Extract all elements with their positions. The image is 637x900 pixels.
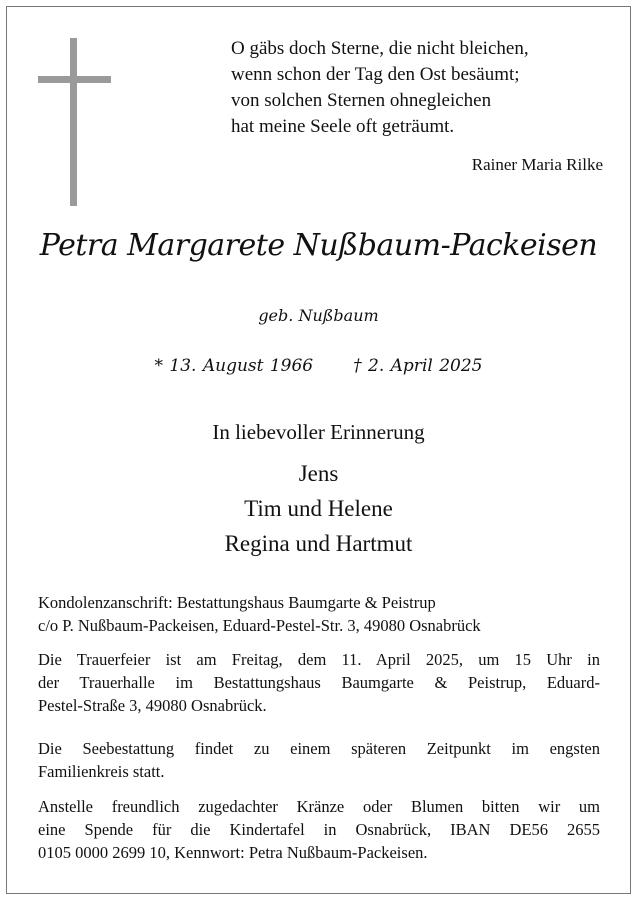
birth-date: * 13. August 1966 [154, 356, 314, 376]
funeral-line: Pestel-Straße 3, 49080 Osnabrück. [38, 696, 267, 715]
condolence-line: c/o P. Nußbaum-Packeisen, Eduard-Pestel-Str. 3, 49080 Osnabrück [38, 616, 481, 635]
memory-heading: In liebevoller Erinnerung [212, 420, 425, 444]
mourners-list [0, 456, 637, 561]
life-dates [0, 356, 637, 376]
funeral-line: Die Trauerfeier ist am Freitag, dem 11. April 2025, um 15 Uhr in [38, 650, 600, 669]
mourner: Jens [298, 461, 339, 486]
poem-line: von solchen Sternen ohnegleichen [231, 90, 492, 111]
mourner: Tim und Helene [244, 496, 393, 521]
mourner: Regina und Hartmut [224, 531, 413, 556]
birth-name: geb. Nußbaum [258, 306, 379, 325]
poem-author: Rainer Maria Rilke [471, 155, 603, 174]
donation-info [38, 795, 600, 864]
donation-line: Anstelle freundlich zugedachter Kränze oder Blumen bitten wir um [38, 797, 600, 816]
funeral-info [38, 648, 600, 717]
deceased-name: Petra Margarete Nußbaum-Packeisen [39, 228, 598, 263]
sea-burial-info [38, 737, 600, 783]
sea-burial-line: Familienkreis statt. [38, 762, 165, 781]
poem-line: O gäbs doch Sterne, die nicht bleichen, [231, 38, 529, 59]
cross-horizontal-bar [38, 76, 111, 83]
death-date: † 2. April 2025 [353, 356, 483, 376]
funeral-line: der Trauerhalle im Bestattungshaus Baumgarte & Peistrup, Eduard- [38, 673, 600, 692]
condolence-address [38, 591, 600, 637]
donation-line: 0105 0000 2699 10, Kennwort: Petra Nußbaum-Packeisen. [38, 843, 428, 862]
condolence-line: Kondolenzanschrift: Bestattungshaus Baumgarte & Peistrup [38, 593, 436, 612]
poem-line: hat meine Seele oft geträumt. [231, 116, 455, 137]
poem [231, 36, 603, 174]
cross-vertical-bar [70, 38, 77, 206]
poem-line: wenn schon der Tag den Ost besäumt; [231, 64, 520, 85]
donation-line: eine Spende für die Kindertafel in Osnabrück, IBAN DE56 2655 [38, 820, 600, 839]
sea-burial-line: Die Seebestattung findet zu einem späteren Zeitpunkt im engsten [38, 739, 600, 758]
